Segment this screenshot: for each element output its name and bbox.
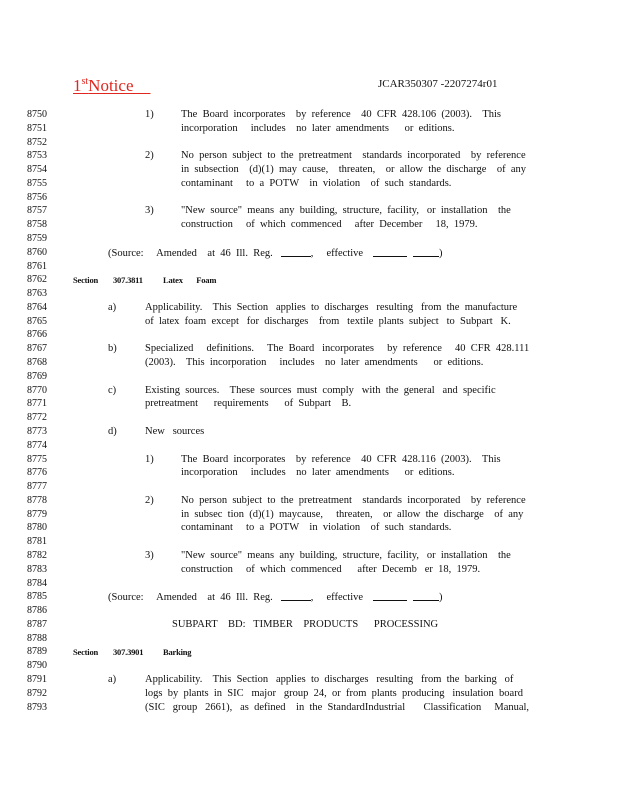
line-number: 8790 [27,660,47,672]
line-text: (SIC group 2661), as defined in the StandardIndustrial Classification Manual, [145,701,530,713]
line-number: 8765 [27,315,47,327]
blank-field [281,246,311,257]
document-line [0,342,618,356]
document-line [0,701,618,715]
line-number: 8760 [27,246,47,258]
document-line [0,287,618,301]
line-text: (2003). This incorporation includes no later amendments or editions. [145,357,484,369]
line-text: Existing sources. These sources must comply with the general and specific [145,384,496,396]
line-text: in subsection (d)(1) may cause, threaten, or allow the discharge of any [181,164,527,176]
list-marker: 2) [145,494,154,506]
document-line [0,122,618,136]
document-line [0,604,618,618]
line-number: 8777 [27,481,47,493]
list-marker: 1) [145,453,154,465]
line-text: New sources [145,425,205,437]
line-number: 8755 [27,177,47,189]
line-number: 8774 [27,439,47,451]
document-line [0,480,618,494]
line-number: 8776 [27,467,47,479]
list-marker: b) [108,343,117,355]
line-text: contaminant to a POTW in violation of such standards. [181,177,452,189]
line-text: in subsec tion (d)(1) maycause, threaten, or allow the discharge of any [181,508,524,520]
document-line [0,494,618,508]
line-number: 8773 [27,425,47,437]
line-text: construction of which commenced after Decemb er 18, 1979. [181,563,481,575]
line-number: 8775 [27,453,47,465]
document-line [0,328,618,342]
document-line [0,218,618,232]
line-number: 8764 [27,301,47,313]
document-line [0,549,618,563]
document-line [0,163,618,177]
source-note: (Source: Amended at 46 Ill. Reg. , effective ) [108,592,443,604]
line-text: construction of which commenced after December 18, 1979. [181,219,478,231]
line-text: Applicability. This Section applies to discharges resulting from the barking of [145,673,514,685]
blank-field [413,590,439,601]
section-title: Latex Foam [163,275,217,286]
document-line [0,301,618,315]
document-line [0,590,618,604]
line-number: 8762 [27,274,47,286]
document-line [0,384,618,398]
line-text: The Board incorporates by reference 40 CFR 428.116 (2003). This [181,453,501,465]
document-line [0,191,618,205]
line-number: 8785 [27,591,47,603]
list-marker: 3) [145,549,154,561]
line-number: 8770 [27,384,47,396]
document-line [0,659,618,673]
document-line [0,149,618,163]
line-number: 8784 [27,577,47,589]
line-number: 8752 [27,136,47,148]
document-line [0,136,618,150]
line-number: 8754 [27,164,47,176]
document-line [0,204,618,218]
document-line [0,108,618,122]
document-line [0,521,618,535]
line-number: 8758 [27,219,47,231]
document-line [0,439,618,453]
line-text: No person subject to the pretreatment standards incorporated by reference [181,150,526,162]
blank-field [281,590,311,601]
list-marker: a) [108,673,117,685]
document-line [0,508,618,522]
line-number: 8779 [27,508,47,520]
line-text: Applicability. This Section applies to discharges resulting from the manufacture [145,301,518,313]
document-line [0,632,618,646]
line-text: Specialized definitions. The Board incorporates by reference 40 CFR 428.111 [145,343,530,355]
source-note: (Source: Amended at 46 Ill. Reg. , effective ) [108,247,443,259]
blank-field [373,590,407,601]
line-number: 8767 [27,343,47,355]
section-number: 307.3811 [113,275,143,286]
line-number: 8792 [27,687,47,699]
source-effective: , effective [310,592,364,604]
document-line [0,356,618,370]
list-marker: 2) [145,150,154,162]
document-line [0,177,618,191]
line-number: 8781 [27,536,47,548]
line-number: 8759 [27,233,47,245]
line-text: incorporation includes no later amendments or editions. [181,467,455,479]
line-text: "New source" means any building, structure, facility, or installation the [181,205,511,217]
line-number: 8788 [27,632,47,644]
section-title: Barking [163,647,192,658]
document-line [0,260,618,274]
list-marker: 3) [145,205,154,217]
line-number: 8750 [27,109,47,120]
line-number: 8757 [27,205,47,217]
document-line [0,618,618,632]
line-number: 8753 [27,150,47,162]
section-label: Section [73,647,99,658]
document-line [0,425,618,439]
line-number: 8768 [27,357,47,369]
document-line [0,370,618,384]
line-number: 8761 [27,260,47,272]
line-number: 8769 [27,370,47,382]
document-line [0,411,618,425]
line-number: 8787 [27,618,47,630]
blank-field [373,246,407,257]
document-line [0,246,618,260]
document-line [0,453,618,467]
line-text: contaminant to a POTW in violation of such standards. [181,522,452,534]
blank-field [413,246,439,257]
line-number: 8771 [27,398,47,410]
list-marker: d) [108,425,117,437]
document-line [0,535,618,549]
line-number: 8791 [27,673,47,685]
subpart-heading: SUBPART BD: TIMBER PRODUCTS PROCESSING [172,618,439,630]
document-line [0,315,618,329]
line-text: of latex foam except for discharges from textile plants subject to Subpart K. [145,315,511,327]
line-text: pretreatment requirements of Subpart B. [145,398,352,410]
line-text: The Board incorporates by reference 40 CFR 428.106 (2003). This [181,109,501,120]
line-number: 8783 [27,563,47,575]
notice-label: 1stNotice [73,76,134,95]
line-number: 8766 [27,329,47,341]
line-number: 8756 [27,191,47,203]
section-number: 307.3901 [113,647,144,658]
document-line [0,563,618,577]
document-line [0,232,618,246]
line-number: 8751 [27,122,47,134]
list-marker: c) [108,384,117,396]
line-number: 8789 [27,646,47,658]
line-number: 8793 [27,701,47,713]
close-paren: ) [439,592,443,604]
line-text: logs by plants in SIC major group 24, or from plants producing insulation board [145,687,523,699]
line-number: 8778 [27,494,47,506]
line-number: 8780 [27,522,47,534]
document-line [0,673,618,687]
line-number: 8786 [27,605,47,617]
line-text: incorporation includes no later amendments or editions. [181,122,455,134]
line-text: "New source" means any building, structure, facility, or installation the [181,549,511,561]
document-line [0,687,618,701]
line-text: No person subject to the pretreatment standards incorporated by reference [181,494,526,506]
line-number: 8782 [27,549,47,561]
line-number: 8763 [27,288,47,300]
source-effective: , effective [310,247,364,259]
document-line [0,577,618,591]
document-line [0,645,618,659]
line-number: 8772 [27,412,47,424]
section-label: Section [73,275,99,286]
list-marker: a) [108,301,117,313]
document-id: JCAR350307 -2207274r01 [378,78,498,90]
document-line [0,397,618,411]
document-line [0,273,618,287]
document-line [0,466,618,480]
list-marker: 1) [145,109,154,120]
close-paren: ) [439,247,443,259]
